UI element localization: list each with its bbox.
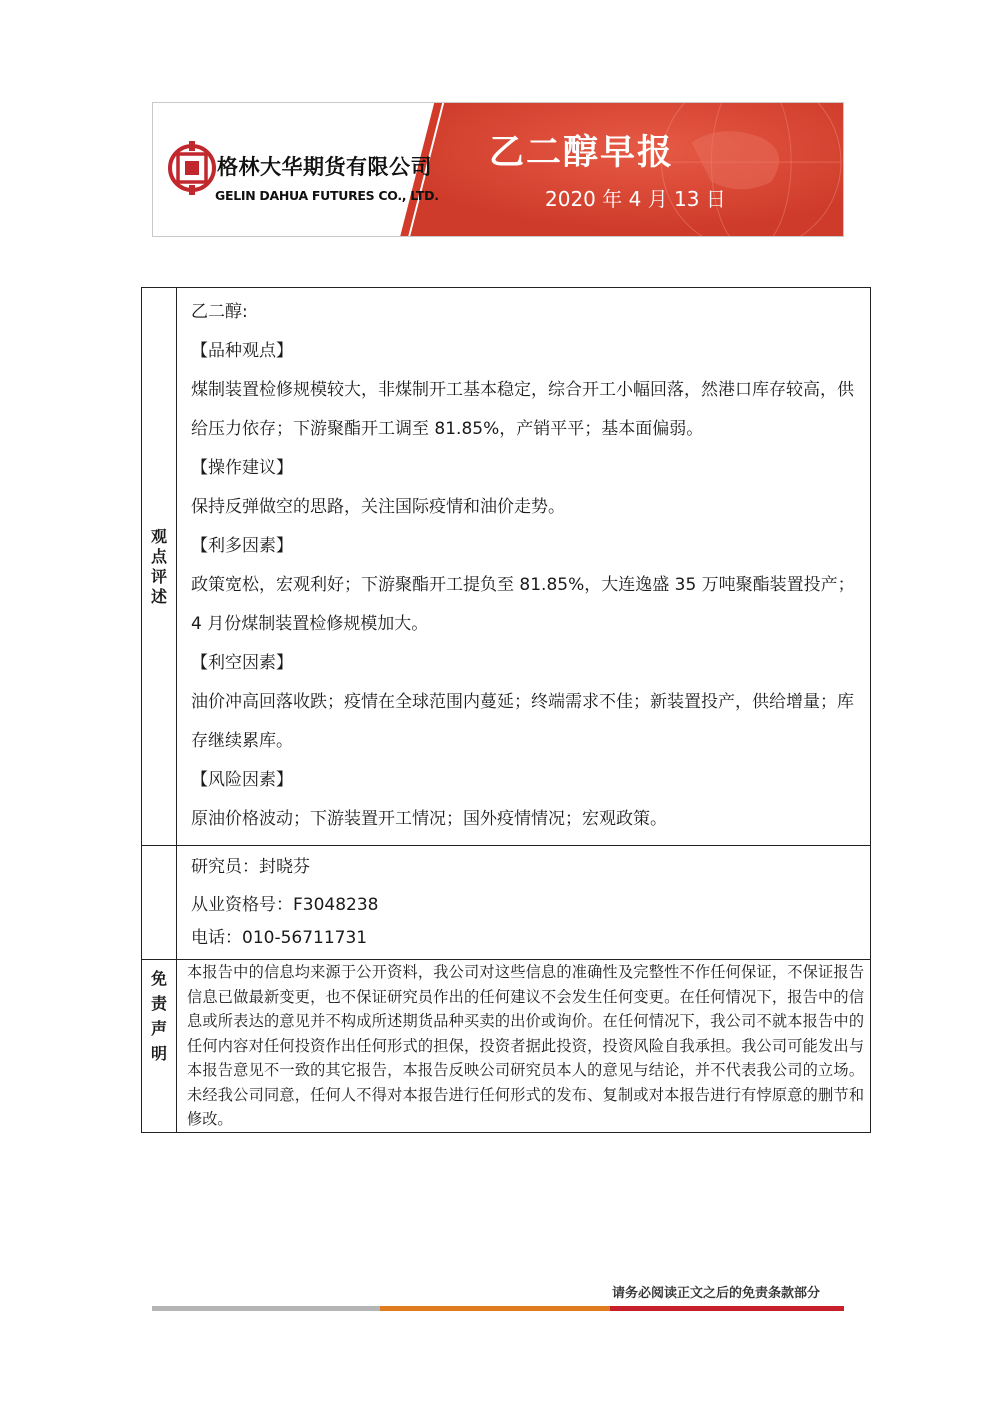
footer-bar-gray (152, 1306, 380, 1311)
report-banner (152, 102, 844, 237)
commentary-side-label: 观 点 评 述 (142, 288, 177, 846)
company-logo (167, 137, 217, 199)
company-name-en: GELIN DAHUA FUTURES CO., LTD. (215, 188, 439, 203)
analyst-row (142, 846, 871, 960)
footer-note: 请务必阅读正文之后的免责条款部分 (612, 1286, 821, 1301)
section-heading: 【利空因素】 (191, 653, 293, 673)
disclaimer-row (142, 960, 871, 1133)
section-text: 煤制装置检修规模较大，非煤制开工基本稳定，综合开工小幅回落，然港口库存较高，供给压力依存；下游聚酯开工调至 81.85%，产销平平；基本面偏弱。 (191, 380, 854, 439)
analyst-name: 研究员：封晓芬 (191, 857, 310, 877)
section-text: 原油价格波动；下游装置开工情况；国外疫情情况；宏观政策。 (191, 809, 667, 829)
company-name-cn: 格林大华期货有限公司 (217, 155, 432, 179)
commentary-row (142, 288, 871, 846)
commentary-content (177, 288, 871, 846)
footer-bar-red (610, 1306, 844, 1311)
disclaimer-text: 本报告中的信息均来源于公开资料，我公司对这些信息的准确性及完整性不作任何保证，不保证报告信息已做最新变更，也不保证研究员作出的任何建议不会发生任何变更。在任何情况下，报告中的信息或所表达的意见并不构成所述期货品种买卖的出价或询价。在任何情况下，我公司不就本报告中的任何内容对任何投资作出任何形式的担保，投资者据此投资，投资风险自我承担。我公司可能发出与本报告意见不一致的其它报告，本报告反映公司研究员本人的意见与结论，并不代表我公司的立场。未经我公司同意，任何人不得对本报告进行任何形式的发布、复制或对本报告进行有悖原意的删节和修改。 (177, 960, 871, 1133)
report-table (141, 287, 871, 1133)
section-text: 油价冲高回落收跌；疫情在全球范围内蔓延；终端需求不佳；新装置投产，供给增量；库存继续累库。 (191, 692, 854, 751)
section-heading: 【操作建议】 (191, 458, 293, 478)
footer-bar-orange (380, 1306, 610, 1311)
section-heading: 【品种观点】 (191, 341, 293, 361)
analyst-info (177, 846, 871, 960)
analyst-license: 从业资格号：F3048238 (191, 895, 379, 915)
disclaimer-side-label: 免 责 声 明 (142, 960, 177, 1133)
report-date: 2020 年 4 月 13 日 (545, 187, 726, 211)
product-name: 乙二醇: (191, 302, 248, 322)
section-heading: 【利多因素】 (191, 536, 293, 556)
section-text: 政策宽松，宏观利好；下游聚酯开工提负至 81.85%，大连逸盛 35 万吨聚酯装置投产；4 月份煤制装置检修规模加大。 (191, 575, 855, 634)
report-title: 乙二醇早报 (489, 133, 675, 173)
analyst-phone: 电话：010-56711731 (191, 928, 368, 948)
section-text: 保持反弹做空的思路，关注国际疫情和油价走势。 (191, 497, 565, 517)
section-heading: 【风险因素】 (191, 770, 293, 790)
analyst-side-blank (142, 846, 177, 960)
